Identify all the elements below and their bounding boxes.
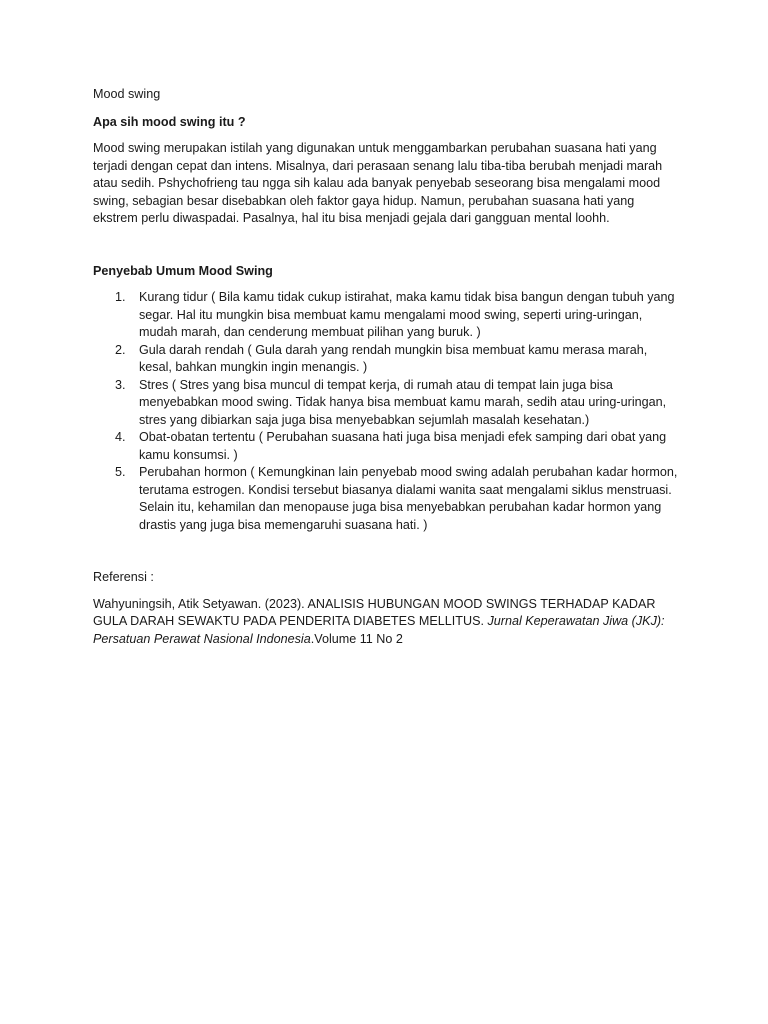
list-item-text: Stres ( Stres yang bisa muncul di tempat kerja, di rumah atau di tempat lain juga bisa menyebabkan mood swing. Tidak hanya bisa membuat kamu marah, sedih atau uring-uringan, stres yang dibiarkan saja juga bisa menyebabkan sejumlah masalah kesehatan.) [139, 377, 667, 427]
list-number: 1. [115, 290, 126, 304]
causes-list [93, 289, 678, 534]
list-number: 4. [115, 430, 126, 444]
list-item [93, 429, 678, 464]
list-item [93, 377, 678, 430]
list-item-text: Kurang tidur ( Bila kamu tidak cukup istirahat, maka kamu tidak bisa bangun dengan tubuh yang segar. Hal itu mungkin bisa membuat kamu mengalami mood swing, seperti uring-uringan, mudah marah, dan cenderung membuat pilihan yang buruk. ) [139, 290, 675, 339]
list-number: 5. [115, 465, 126, 479]
reference-entry [93, 596, 678, 649]
list-item [93, 464, 678, 534]
causes-heading: Penyebab Umum Mood Swing [93, 263, 273, 278]
list-number: 2. [115, 342, 126, 357]
document-body [93, 86, 678, 648]
list-item-text: Obat-obatan tertentu ( Perubahan suasana hati juga bisa menjadi efek samping dari obat yang kamu konsumsi. ) [139, 430, 667, 462]
references-label: Referensi : [93, 570, 154, 584]
question-heading: Apa sih mood swing itu ? [93, 114, 246, 129]
reference-volume: .Volume 11 No 2 [310, 631, 403, 646]
list-number: 3. [115, 377, 126, 392]
list-item-text: Gula darah rendah ( Gula darah yang rendah mungkin bisa membuat kamu merasa marah, kesal, bahkan mungkin ingin menangis. ) [139, 342, 648, 374]
reference-authors-title: Wahyuningsih, Atik Setyawan. (2023). ANALISIS HUBUNGAN MOOD SWINGS TERHADAP KADAR GULA DARAH SEWAKTU PADA PENDERITA DIABETES MELLITUS. [93, 596, 656, 628]
document-title: Mood swing [93, 87, 161, 101]
reference-journal: Jurnal Keperawatan Jiwa (JKJ): Persatuan Perawat Nasional Indonesia [93, 614, 665, 646]
list-item [93, 289, 678, 342]
intro-paragraph: Mood swing merupakan istilah yang digunakan untuk menggambarkan perubahan suasana hati yang terjadi dengan cepat dan intens. Misalnya, dari perasaan senang lalu tiba-tiba berubah menjadi marah atau sedih. Pshychofrieng tau ngga sih kalau ada banyak penyebab seseorang bisa mengalami mood swing, sebagian besar disebabkan oleh faktor gaya hidup. Namun, perubahan suasana hati yang ekstrem perlu diwaspadai. Pasalnya, hal itu bisa menjadi gejala dari gangguan mental loohh. [93, 141, 663, 225]
list-item [93, 342, 678, 377]
list-item-text: Perubahan hormon ( Kemungkinan lain penyebab mood swing adalah perubahan kadar hormon, terutama estrogen. Kondisi tersebut biasanya dialami wanita saat mengalami siklus menstruasi. Selain itu, kehamilan dan menopause juga bisa menyebabkan perubahan kadar hormon yang drastis yang juga bisa memengaruhi suasana hati. ) [139, 465, 678, 532]
